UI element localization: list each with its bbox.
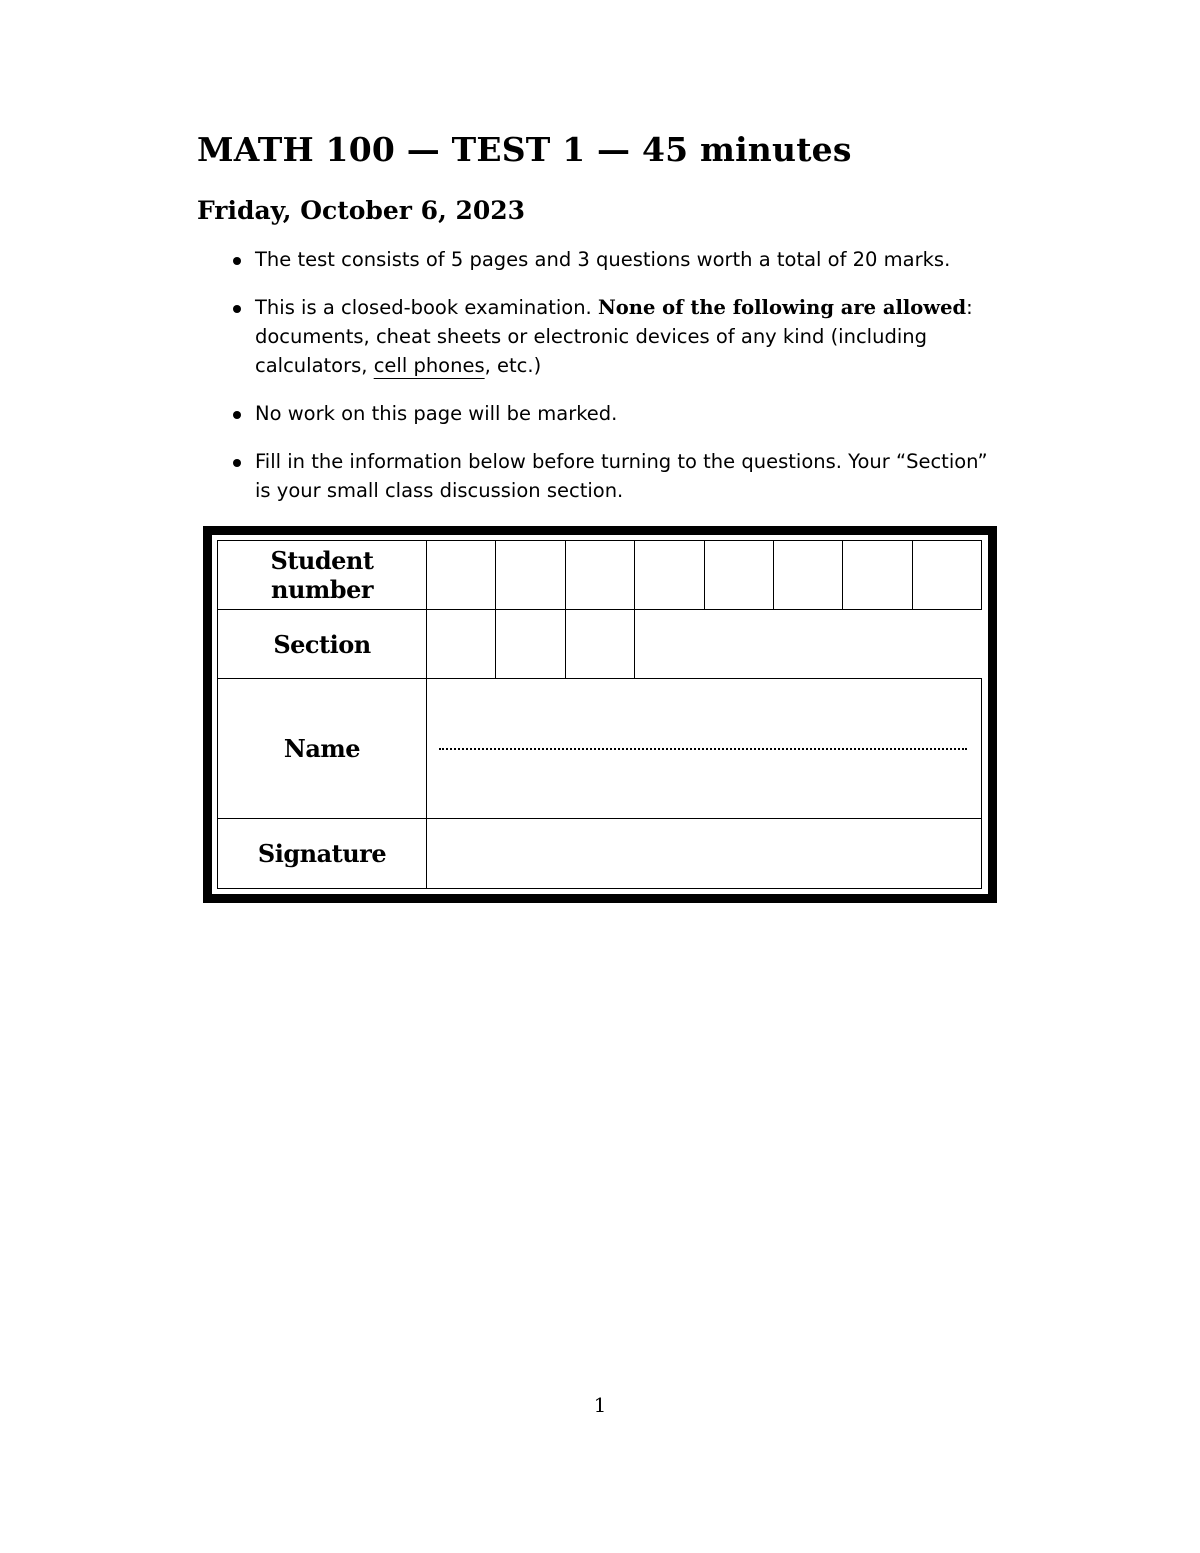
instruction-text: No work on this page will be marked.	[255, 402, 618, 425]
section-digit-box[interactable]	[496, 610, 565, 679]
instruction-text: This is a closed-book examination.	[255, 296, 598, 319]
signature-label: Signature	[218, 819, 427, 889]
instruction-text: Fill in the information below before turning to the questions. Your “Section” is your small class discussion section.	[255, 450, 988, 502]
instruction-item	[255, 399, 1005, 428]
name-field[interactable]	[427, 679, 982, 819]
student-number-digit-box[interactable]	[843, 541, 912, 610]
student-info-table	[217, 540, 982, 889]
instruction-underlined-text: cell phones	[373, 354, 485, 377]
student-number-row	[218, 541, 982, 610]
instruction-text: The test consists of 5 pages and 3 questions worth a total of 20 marks.	[255, 248, 951, 271]
section-label: Section	[218, 610, 427, 679]
section-blank-area	[635, 610, 982, 679]
instruction-bold-text: None of the following are allowed	[597, 296, 967, 319]
name-label: Name	[218, 679, 427, 819]
name-row	[218, 679, 982, 819]
instruction-text: , etc.)	[484, 354, 542, 377]
instructions-list	[255, 245, 1005, 524]
page-number: 1	[593, 1393, 607, 1417]
signature-field[interactable]	[427, 819, 982, 889]
section-digit-box[interactable]	[565, 610, 634, 679]
student-number-digit-box[interactable]	[427, 541, 496, 610]
name-dotted-line	[439, 748, 967, 750]
instruction-text: : documents, cheat sheets or electronic devices of any kind (including calculators,	[255, 296, 973, 377]
student-number-digit-box[interactable]	[635, 541, 704, 610]
student-number-digit-box[interactable]	[704, 541, 773, 610]
exam-date: Friday, October 6, 2023	[197, 196, 526, 225]
section-row	[218, 610, 982, 679]
student-number-digit-box[interactable]	[773, 541, 842, 610]
instruction-item	[255, 447, 1005, 505]
student-number-digit-box[interactable]	[912, 541, 981, 610]
signature-row	[218, 819, 982, 889]
section-digit-box[interactable]	[427, 610, 496, 679]
student-number-label: Student number	[218, 541, 427, 610]
instruction-item	[255, 245, 1005, 274]
page-title: MATH 100 — TEST 1 — 45 minutes	[197, 130, 852, 169]
student-number-digit-box[interactable]	[496, 541, 565, 610]
instruction-item	[255, 293, 1005, 380]
student-number-digit-box[interactable]	[565, 541, 634, 610]
